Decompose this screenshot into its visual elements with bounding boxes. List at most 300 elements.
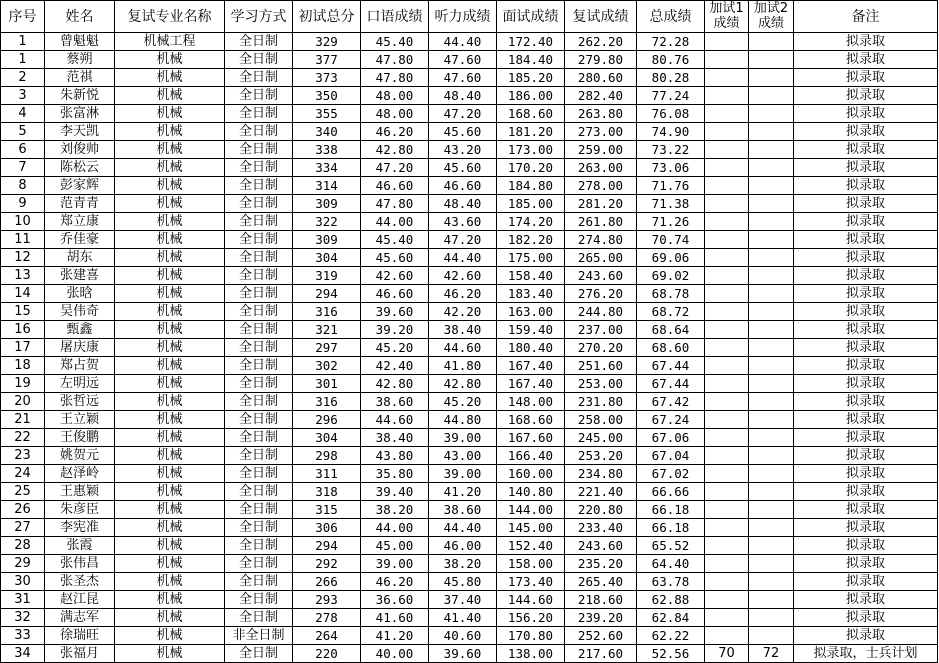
oral-score-cell[interactable]: 45.20 <box>361 339 429 357</box>
extra-test-1-cell[interactable] <box>705 105 749 123</box>
remarks-cell[interactable]: 拟录取 <box>794 375 938 393</box>
column-header-extra-test-1[interactable]: 加试1成绩 <box>705 1 749 33</box>
major-cell[interactable]: 机械 <box>115 375 225 393</box>
extra-test-1-cell[interactable] <box>705 51 749 69</box>
extra-test-2-cell[interactable] <box>749 393 794 411</box>
oral-score-cell[interactable]: 41.20 <box>361 627 429 645</box>
interview-score-cell[interactable]: 180.40 <box>497 339 565 357</box>
interview-score-cell[interactable]: 145.00 <box>497 519 565 537</box>
listening-score-cell[interactable]: 44.80 <box>429 411 497 429</box>
seq-cell[interactable]: 30 <box>1 573 45 591</box>
initial-total-cell[interactable]: 321 <box>293 321 361 339</box>
seq-cell[interactable]: 15 <box>1 303 45 321</box>
seq-cell[interactable]: 1 <box>1 51 45 69</box>
total-score-cell[interactable]: 71.38 <box>637 195 705 213</box>
column-header-listening-score[interactable]: 听力成绩 <box>429 1 497 33</box>
name-cell[interactable]: 姚贺元 <box>45 447 115 465</box>
seq-cell[interactable]: 10 <box>1 213 45 231</box>
extra-test-1-cell[interactable] <box>705 339 749 357</box>
oral-score-cell[interactable]: 46.60 <box>361 177 429 195</box>
column-header-name[interactable]: 姓名 <box>45 1 115 33</box>
extra-test-1-cell[interactable] <box>705 375 749 393</box>
remarks-cell[interactable]: 拟录取 <box>794 591 938 609</box>
initial-total-cell[interactable]: 306 <box>293 519 361 537</box>
listening-score-cell[interactable]: 45.20 <box>429 393 497 411</box>
name-cell[interactable]: 张哲远 <box>45 393 115 411</box>
total-score-cell[interactable]: 76.08 <box>637 105 705 123</box>
remarks-cell[interactable]: 拟录取 <box>794 195 938 213</box>
major-cell[interactable]: 机械 <box>115 177 225 195</box>
extra-test-2-cell[interactable] <box>749 591 794 609</box>
interview-score-cell[interactable]: 174.20 <box>497 213 565 231</box>
extra-test-2-cell[interactable] <box>749 231 794 249</box>
listening-score-cell[interactable]: 45.60 <box>429 159 497 177</box>
study-mode-cell[interactable]: 全日制 <box>225 159 293 177</box>
name-cell[interactable]: 曾魁魁 <box>45 33 115 51</box>
study-mode-cell[interactable]: 全日制 <box>225 123 293 141</box>
remarks-cell[interactable]: 拟录取 <box>794 231 938 249</box>
study-mode-cell[interactable]: 全日制 <box>225 645 293 663</box>
extra-test-1-cell[interactable] <box>705 87 749 105</box>
oral-score-cell[interactable]: 42.80 <box>361 141 429 159</box>
study-mode-cell[interactable]: 全日制 <box>225 231 293 249</box>
oral-score-cell[interactable]: 47.80 <box>361 69 429 87</box>
extra-test-2-cell[interactable]: 72 <box>749 645 794 663</box>
listening-score-cell[interactable]: 41.40 <box>429 609 497 627</box>
interview-score-cell[interactable]: 184.40 <box>497 51 565 69</box>
extra-test-2-cell[interactable] <box>749 195 794 213</box>
oral-score-cell[interactable]: 38.20 <box>361 501 429 519</box>
interview-score-cell[interactable]: 175.00 <box>497 249 565 267</box>
remarks-cell[interactable]: 拟录取 <box>794 393 938 411</box>
oral-score-cell[interactable]: 39.40 <box>361 483 429 501</box>
retest-score-cell[interactable]: 262.20 <box>565 33 637 51</box>
remarks-cell[interactable]: 拟录取 <box>794 267 938 285</box>
major-cell[interactable]: 机械 <box>115 645 225 663</box>
study-mode-cell[interactable]: 全日制 <box>225 447 293 465</box>
interview-score-cell[interactable]: 168.60 <box>497 105 565 123</box>
column-header-total-score[interactable]: 总成绩 <box>637 1 705 33</box>
study-mode-cell[interactable]: 全日制 <box>225 591 293 609</box>
extra-test-2-cell[interactable] <box>749 537 794 555</box>
listening-score-cell[interactable]: 37.40 <box>429 591 497 609</box>
seq-cell[interactable]: 28 <box>1 537 45 555</box>
oral-score-cell[interactable]: 46.20 <box>361 123 429 141</box>
oral-score-cell[interactable]: 44.60 <box>361 411 429 429</box>
interview-score-cell[interactable]: 156.20 <box>497 609 565 627</box>
extra-test-1-cell[interactable] <box>705 537 749 555</box>
total-score-cell[interactable]: 67.42 <box>637 393 705 411</box>
extra-test-2-cell[interactable] <box>749 501 794 519</box>
total-score-cell[interactable]: 68.64 <box>637 321 705 339</box>
seq-cell[interactable]: 21 <box>1 411 45 429</box>
name-cell[interactable]: 赵泽岭 <box>45 465 115 483</box>
major-cell[interactable]: 机械 <box>115 573 225 591</box>
oral-score-cell[interactable]: 47.20 <box>361 159 429 177</box>
oral-score-cell[interactable]: 46.60 <box>361 285 429 303</box>
remarks-cell[interactable]: 拟录取 <box>794 69 938 87</box>
initial-total-cell[interactable]: 319 <box>293 267 361 285</box>
listening-score-cell[interactable]: 46.20 <box>429 285 497 303</box>
listening-score-cell[interactable]: 47.60 <box>429 69 497 87</box>
name-cell[interactable]: 左明远 <box>45 375 115 393</box>
total-score-cell[interactable]: 63.78 <box>637 573 705 591</box>
name-cell[interactable]: 郑立康 <box>45 213 115 231</box>
name-cell[interactable]: 王俊鹏 <box>45 429 115 447</box>
major-cell[interactable]: 机械 <box>115 303 225 321</box>
extra-test-2-cell[interactable] <box>749 465 794 483</box>
total-score-cell[interactable]: 69.06 <box>637 249 705 267</box>
major-cell[interactable]: 机械 <box>115 321 225 339</box>
name-cell[interactable]: 赵江昆 <box>45 591 115 609</box>
retest-score-cell[interactable]: 263.80 <box>565 105 637 123</box>
interview-score-cell[interactable]: 184.80 <box>497 177 565 195</box>
seq-cell[interactable]: 5 <box>1 123 45 141</box>
extra-test-1-cell[interactable] <box>705 519 749 537</box>
initial-total-cell[interactable]: 338 <box>293 141 361 159</box>
study-mode-cell[interactable]: 全日制 <box>225 609 293 627</box>
interview-score-cell[interactable]: 158.40 <box>497 267 565 285</box>
retest-score-cell[interactable]: 235.20 <box>565 555 637 573</box>
initial-total-cell[interactable]: 377 <box>293 51 361 69</box>
seq-cell[interactable]: 12 <box>1 249 45 267</box>
extra-test-2-cell[interactable] <box>749 267 794 285</box>
name-cell[interactable]: 蔡朔 <box>45 51 115 69</box>
interview-score-cell[interactable]: 140.80 <box>497 483 565 501</box>
initial-total-cell[interactable]: 316 <box>293 393 361 411</box>
seq-cell[interactable]: 19 <box>1 375 45 393</box>
study-mode-cell[interactable]: 全日制 <box>225 105 293 123</box>
oral-score-cell[interactable]: 42.80 <box>361 375 429 393</box>
extra-test-2-cell[interactable] <box>749 447 794 465</box>
total-score-cell[interactable]: 70.74 <box>637 231 705 249</box>
listening-score-cell[interactable]: 38.40 <box>429 321 497 339</box>
initial-total-cell[interactable]: 311 <box>293 465 361 483</box>
total-score-cell[interactable]: 66.18 <box>637 501 705 519</box>
extra-test-2-cell[interactable] <box>749 33 794 51</box>
study-mode-cell[interactable]: 全日制 <box>225 375 293 393</box>
seq-cell[interactable]: 8 <box>1 177 45 195</box>
extra-test-1-cell[interactable] <box>705 591 749 609</box>
total-score-cell[interactable]: 68.72 <box>637 303 705 321</box>
total-score-cell[interactable]: 62.22 <box>637 627 705 645</box>
major-cell[interactable]: 机械 <box>115 87 225 105</box>
study-mode-cell[interactable]: 全日制 <box>225 429 293 447</box>
column-header-remarks[interactable]: 备注 <box>794 1 938 33</box>
interview-score-cell[interactable]: 185.20 <box>497 69 565 87</box>
study-mode-cell[interactable]: 全日制 <box>225 249 293 267</box>
total-score-cell[interactable]: 77.24 <box>637 87 705 105</box>
extra-test-1-cell[interactable] <box>705 555 749 573</box>
major-cell[interactable]: 机械 <box>115 339 225 357</box>
seq-cell[interactable]: 23 <box>1 447 45 465</box>
extra-test-2-cell[interactable] <box>749 105 794 123</box>
initial-total-cell[interactable]: 340 <box>293 123 361 141</box>
major-cell[interactable]: 机械 <box>115 249 225 267</box>
interview-score-cell[interactable]: 168.60 <box>497 411 565 429</box>
initial-total-cell[interactable]: 278 <box>293 609 361 627</box>
retest-score-cell[interactable]: 281.20 <box>565 195 637 213</box>
oral-score-cell[interactable]: 46.20 <box>361 573 429 591</box>
major-cell[interactable]: 机械 <box>115 105 225 123</box>
total-score-cell[interactable]: 67.04 <box>637 447 705 465</box>
interview-score-cell[interactable]: 138.00 <box>497 645 565 663</box>
total-score-cell[interactable]: 67.44 <box>637 357 705 375</box>
extra-test-2-cell[interactable] <box>749 123 794 141</box>
name-cell[interactable]: 张霞 <box>45 537 115 555</box>
name-cell[interactable]: 刘俊帅 <box>45 141 115 159</box>
seq-cell[interactable]: 7 <box>1 159 45 177</box>
study-mode-cell[interactable]: 非全日制 <box>225 627 293 645</box>
listening-score-cell[interactable]: 42.80 <box>429 375 497 393</box>
interview-score-cell[interactable]: 167.60 <box>497 429 565 447</box>
remarks-cell[interactable]: 拟录取 <box>794 483 938 501</box>
major-cell[interactable]: 机械 <box>115 141 225 159</box>
interview-score-cell[interactable]: 167.40 <box>497 375 565 393</box>
remarks-cell[interactable]: 拟录取 <box>794 285 938 303</box>
extra-test-2-cell[interactable] <box>749 249 794 267</box>
remarks-cell[interactable]: 拟录取 <box>794 411 938 429</box>
major-cell[interactable]: 机械 <box>115 537 225 555</box>
study-mode-cell[interactable]: 全日制 <box>225 465 293 483</box>
listening-score-cell[interactable]: 44.60 <box>429 339 497 357</box>
retest-score-cell[interactable]: 270.20 <box>565 339 637 357</box>
total-score-cell[interactable]: 80.76 <box>637 51 705 69</box>
extra-test-2-cell[interactable] <box>749 555 794 573</box>
seq-cell[interactable]: 4 <box>1 105 45 123</box>
name-cell[interactable]: 张晗 <box>45 285 115 303</box>
remarks-cell[interactable]: 拟录取 <box>794 465 938 483</box>
remarks-cell[interactable]: 拟录取 <box>794 537 938 555</box>
initial-total-cell[interactable]: 266 <box>293 573 361 591</box>
extra-test-1-cell[interactable] <box>705 159 749 177</box>
remarks-cell[interactable]: 拟录取 <box>794 87 938 105</box>
interview-score-cell[interactable]: 186.00 <box>497 87 565 105</box>
column-header-oral-score[interactable]: 口语成绩 <box>361 1 429 33</box>
interview-score-cell[interactable]: 185.00 <box>497 195 565 213</box>
retest-score-cell[interactable]: 251.60 <box>565 357 637 375</box>
study-mode-cell[interactable]: 全日制 <box>225 303 293 321</box>
seq-cell[interactable]: 6 <box>1 141 45 159</box>
total-score-cell[interactable]: 62.88 <box>637 591 705 609</box>
total-score-cell[interactable]: 62.84 <box>637 609 705 627</box>
retest-score-cell[interactable]: 221.40 <box>565 483 637 501</box>
total-score-cell[interactable]: 74.90 <box>637 123 705 141</box>
interview-score-cell[interactable]: 173.40 <box>497 573 565 591</box>
remarks-cell[interactable]: 拟录取 <box>794 159 938 177</box>
column-header-study-mode[interactable]: 学习方式 <box>225 1 293 33</box>
extra-test-2-cell[interactable] <box>749 177 794 195</box>
retest-score-cell[interactable]: 244.80 <box>565 303 637 321</box>
total-score-cell[interactable]: 80.28 <box>637 69 705 87</box>
major-cell[interactable]: 机械 <box>115 51 225 69</box>
major-cell[interactable]: 机械工程 <box>115 33 225 51</box>
seq-cell[interactable]: 14 <box>1 285 45 303</box>
retest-score-cell[interactable]: 261.80 <box>565 213 637 231</box>
listening-score-cell[interactable]: 44.40 <box>429 519 497 537</box>
remarks-cell[interactable]: 拟录取 <box>794 627 938 645</box>
listening-score-cell[interactable]: 46.60 <box>429 177 497 195</box>
total-score-cell[interactable]: 69.02 <box>637 267 705 285</box>
remarks-cell[interactable]: 拟录取 <box>794 429 938 447</box>
name-cell[interactable]: 张圣杰 <box>45 573 115 591</box>
initial-total-cell[interactable]: 292 <box>293 555 361 573</box>
major-cell[interactable]: 机械 <box>115 555 225 573</box>
initial-total-cell[interactable]: 309 <box>293 231 361 249</box>
remarks-cell[interactable]: 拟录取 <box>794 105 938 123</box>
extra-test-2-cell[interactable] <box>749 87 794 105</box>
seq-cell[interactable]: 34 <box>1 645 45 663</box>
initial-total-cell[interactable]: 301 <box>293 375 361 393</box>
name-cell[interactable]: 乔佳豪 <box>45 231 115 249</box>
listening-score-cell[interactable]: 38.20 <box>429 555 497 573</box>
remarks-cell[interactable]: 拟录取，士兵计划 <box>794 645 938 663</box>
total-score-cell[interactable]: 73.06 <box>637 159 705 177</box>
total-score-cell[interactable]: 64.40 <box>637 555 705 573</box>
study-mode-cell[interactable]: 全日制 <box>225 195 293 213</box>
extra-test-1-cell[interactable] <box>705 195 749 213</box>
oral-score-cell[interactable]: 44.00 <box>361 213 429 231</box>
study-mode-cell[interactable]: 全日制 <box>225 339 293 357</box>
retest-score-cell[interactable]: 258.00 <box>565 411 637 429</box>
interview-score-cell[interactable]: 166.40 <box>497 447 565 465</box>
remarks-cell[interactable]: 拟录取 <box>794 339 938 357</box>
total-score-cell[interactable]: 52.56 <box>637 645 705 663</box>
listening-score-cell[interactable]: 39.00 <box>429 429 497 447</box>
remarks-cell[interactable]: 拟录取 <box>794 321 938 339</box>
oral-score-cell[interactable]: 45.00 <box>361 537 429 555</box>
interview-score-cell[interactable]: 170.80 <box>497 627 565 645</box>
remarks-cell[interactable]: 拟录取 <box>794 213 938 231</box>
total-score-cell[interactable]: 67.24 <box>637 411 705 429</box>
extra-test-1-cell[interactable] <box>705 501 749 519</box>
study-mode-cell[interactable]: 全日制 <box>225 51 293 69</box>
name-cell[interactable]: 张伟昌 <box>45 555 115 573</box>
seq-cell[interactable]: 16 <box>1 321 45 339</box>
extra-test-1-cell[interactable] <box>705 267 749 285</box>
extra-test-1-cell[interactable] <box>705 303 749 321</box>
extra-test-2-cell[interactable] <box>749 627 794 645</box>
study-mode-cell[interactable]: 全日制 <box>225 411 293 429</box>
remarks-cell[interactable]: 拟录取 <box>794 501 938 519</box>
study-mode-cell[interactable]: 全日制 <box>225 141 293 159</box>
oral-score-cell[interactable]: 36.60 <box>361 591 429 609</box>
total-score-cell[interactable]: 72.28 <box>637 33 705 51</box>
study-mode-cell[interactable]: 全日制 <box>225 33 293 51</box>
study-mode-cell[interactable]: 全日制 <box>225 573 293 591</box>
major-cell[interactable]: 机械 <box>115 411 225 429</box>
seq-cell[interactable]: 25 <box>1 483 45 501</box>
study-mode-cell[interactable]: 全日制 <box>225 555 293 573</box>
remarks-cell[interactable]: 拟录取 <box>794 177 938 195</box>
initial-total-cell[interactable]: 350 <box>293 87 361 105</box>
seq-cell[interactable]: 9 <box>1 195 45 213</box>
seq-cell[interactable]: 1 <box>1 33 45 51</box>
retest-score-cell[interactable]: 282.40 <box>565 87 637 105</box>
listening-score-cell[interactable]: 43.00 <box>429 447 497 465</box>
major-cell[interactable]: 机械 <box>115 609 225 627</box>
extra-test-1-cell[interactable] <box>705 249 749 267</box>
extra-test-2-cell[interactable] <box>749 69 794 87</box>
listening-score-cell[interactable]: 40.60 <box>429 627 497 645</box>
extra-test-2-cell[interactable] <box>749 339 794 357</box>
retest-score-cell[interactable]: 278.00 <box>565 177 637 195</box>
major-cell[interactable]: 机械 <box>115 267 225 285</box>
initial-total-cell[interactable]: 298 <box>293 447 361 465</box>
remarks-cell[interactable]: 拟录取 <box>794 141 938 159</box>
retest-score-cell[interactable]: 274.80 <box>565 231 637 249</box>
major-cell[interactable]: 机械 <box>115 501 225 519</box>
listening-score-cell[interactable]: 43.20 <box>429 141 497 159</box>
name-cell[interactable]: 甄鑫 <box>45 321 115 339</box>
major-cell[interactable]: 机械 <box>115 447 225 465</box>
total-score-cell[interactable]: 73.22 <box>637 141 705 159</box>
oral-score-cell[interactable]: 45.40 <box>361 231 429 249</box>
name-cell[interactable]: 徐瑞旺 <box>45 627 115 645</box>
initial-total-cell[interactable]: 294 <box>293 537 361 555</box>
total-score-cell[interactable]: 71.76 <box>637 177 705 195</box>
extra-test-1-cell[interactable] <box>705 483 749 501</box>
column-header-initial-total[interactable]: 初试总分 <box>293 1 361 33</box>
name-cell[interactable]: 张建喜 <box>45 267 115 285</box>
initial-total-cell[interactable]: 309 <box>293 195 361 213</box>
retest-score-cell[interactable]: 253.20 <box>565 447 637 465</box>
name-cell[interactable]: 吴伟奇 <box>45 303 115 321</box>
total-score-cell[interactable]: 71.26 <box>637 213 705 231</box>
retest-score-cell[interactable]: 220.80 <box>565 501 637 519</box>
remarks-cell[interactable]: 拟录取 <box>794 609 938 627</box>
interview-score-cell[interactable]: 144.00 <box>497 501 565 519</box>
remarks-cell[interactable]: 拟录取 <box>794 123 938 141</box>
study-mode-cell[interactable]: 全日制 <box>225 213 293 231</box>
name-cell[interactable]: 胡东 <box>45 249 115 267</box>
remarks-cell[interactable]: 拟录取 <box>794 357 938 375</box>
extra-test-2-cell[interactable] <box>749 321 794 339</box>
major-cell[interactable]: 机械 <box>115 285 225 303</box>
oral-score-cell[interactable]: 39.60 <box>361 303 429 321</box>
major-cell[interactable]: 机械 <box>115 195 225 213</box>
study-mode-cell[interactable]: 全日制 <box>225 483 293 501</box>
seq-cell[interactable]: 33 <box>1 627 45 645</box>
listening-score-cell[interactable]: 43.60 <box>429 213 497 231</box>
name-cell[interactable]: 郑占贺 <box>45 357 115 375</box>
remarks-cell[interactable]: 拟录取 <box>794 519 938 537</box>
initial-total-cell[interactable]: 316 <box>293 303 361 321</box>
extra-test-1-cell[interactable] <box>705 429 749 447</box>
extra-test-2-cell[interactable] <box>749 213 794 231</box>
oral-score-cell[interactable]: 39.20 <box>361 321 429 339</box>
major-cell[interactable]: 机械 <box>115 591 225 609</box>
seq-cell[interactable]: 17 <box>1 339 45 357</box>
extra-test-2-cell[interactable] <box>749 51 794 69</box>
retest-score-cell[interactable]: 265.00 <box>565 249 637 267</box>
initial-total-cell[interactable]: 334 <box>293 159 361 177</box>
oral-score-cell[interactable]: 47.80 <box>361 195 429 213</box>
seq-cell[interactable]: 11 <box>1 231 45 249</box>
extra-test-2-cell[interactable] <box>749 159 794 177</box>
major-cell[interactable]: 机械 <box>115 429 225 447</box>
listening-score-cell[interactable]: 47.20 <box>429 105 497 123</box>
extra-test-1-cell[interactable] <box>705 321 749 339</box>
major-cell[interactable]: 机械 <box>115 483 225 501</box>
extra-test-2-cell[interactable] <box>749 519 794 537</box>
name-cell[interactable]: 范青青 <box>45 195 115 213</box>
listening-score-cell[interactable]: 39.00 <box>429 465 497 483</box>
oral-score-cell[interactable]: 45.60 <box>361 249 429 267</box>
extra-test-2-cell[interactable] <box>749 303 794 321</box>
seq-cell[interactable]: 18 <box>1 357 45 375</box>
study-mode-cell[interactable]: 全日制 <box>225 393 293 411</box>
